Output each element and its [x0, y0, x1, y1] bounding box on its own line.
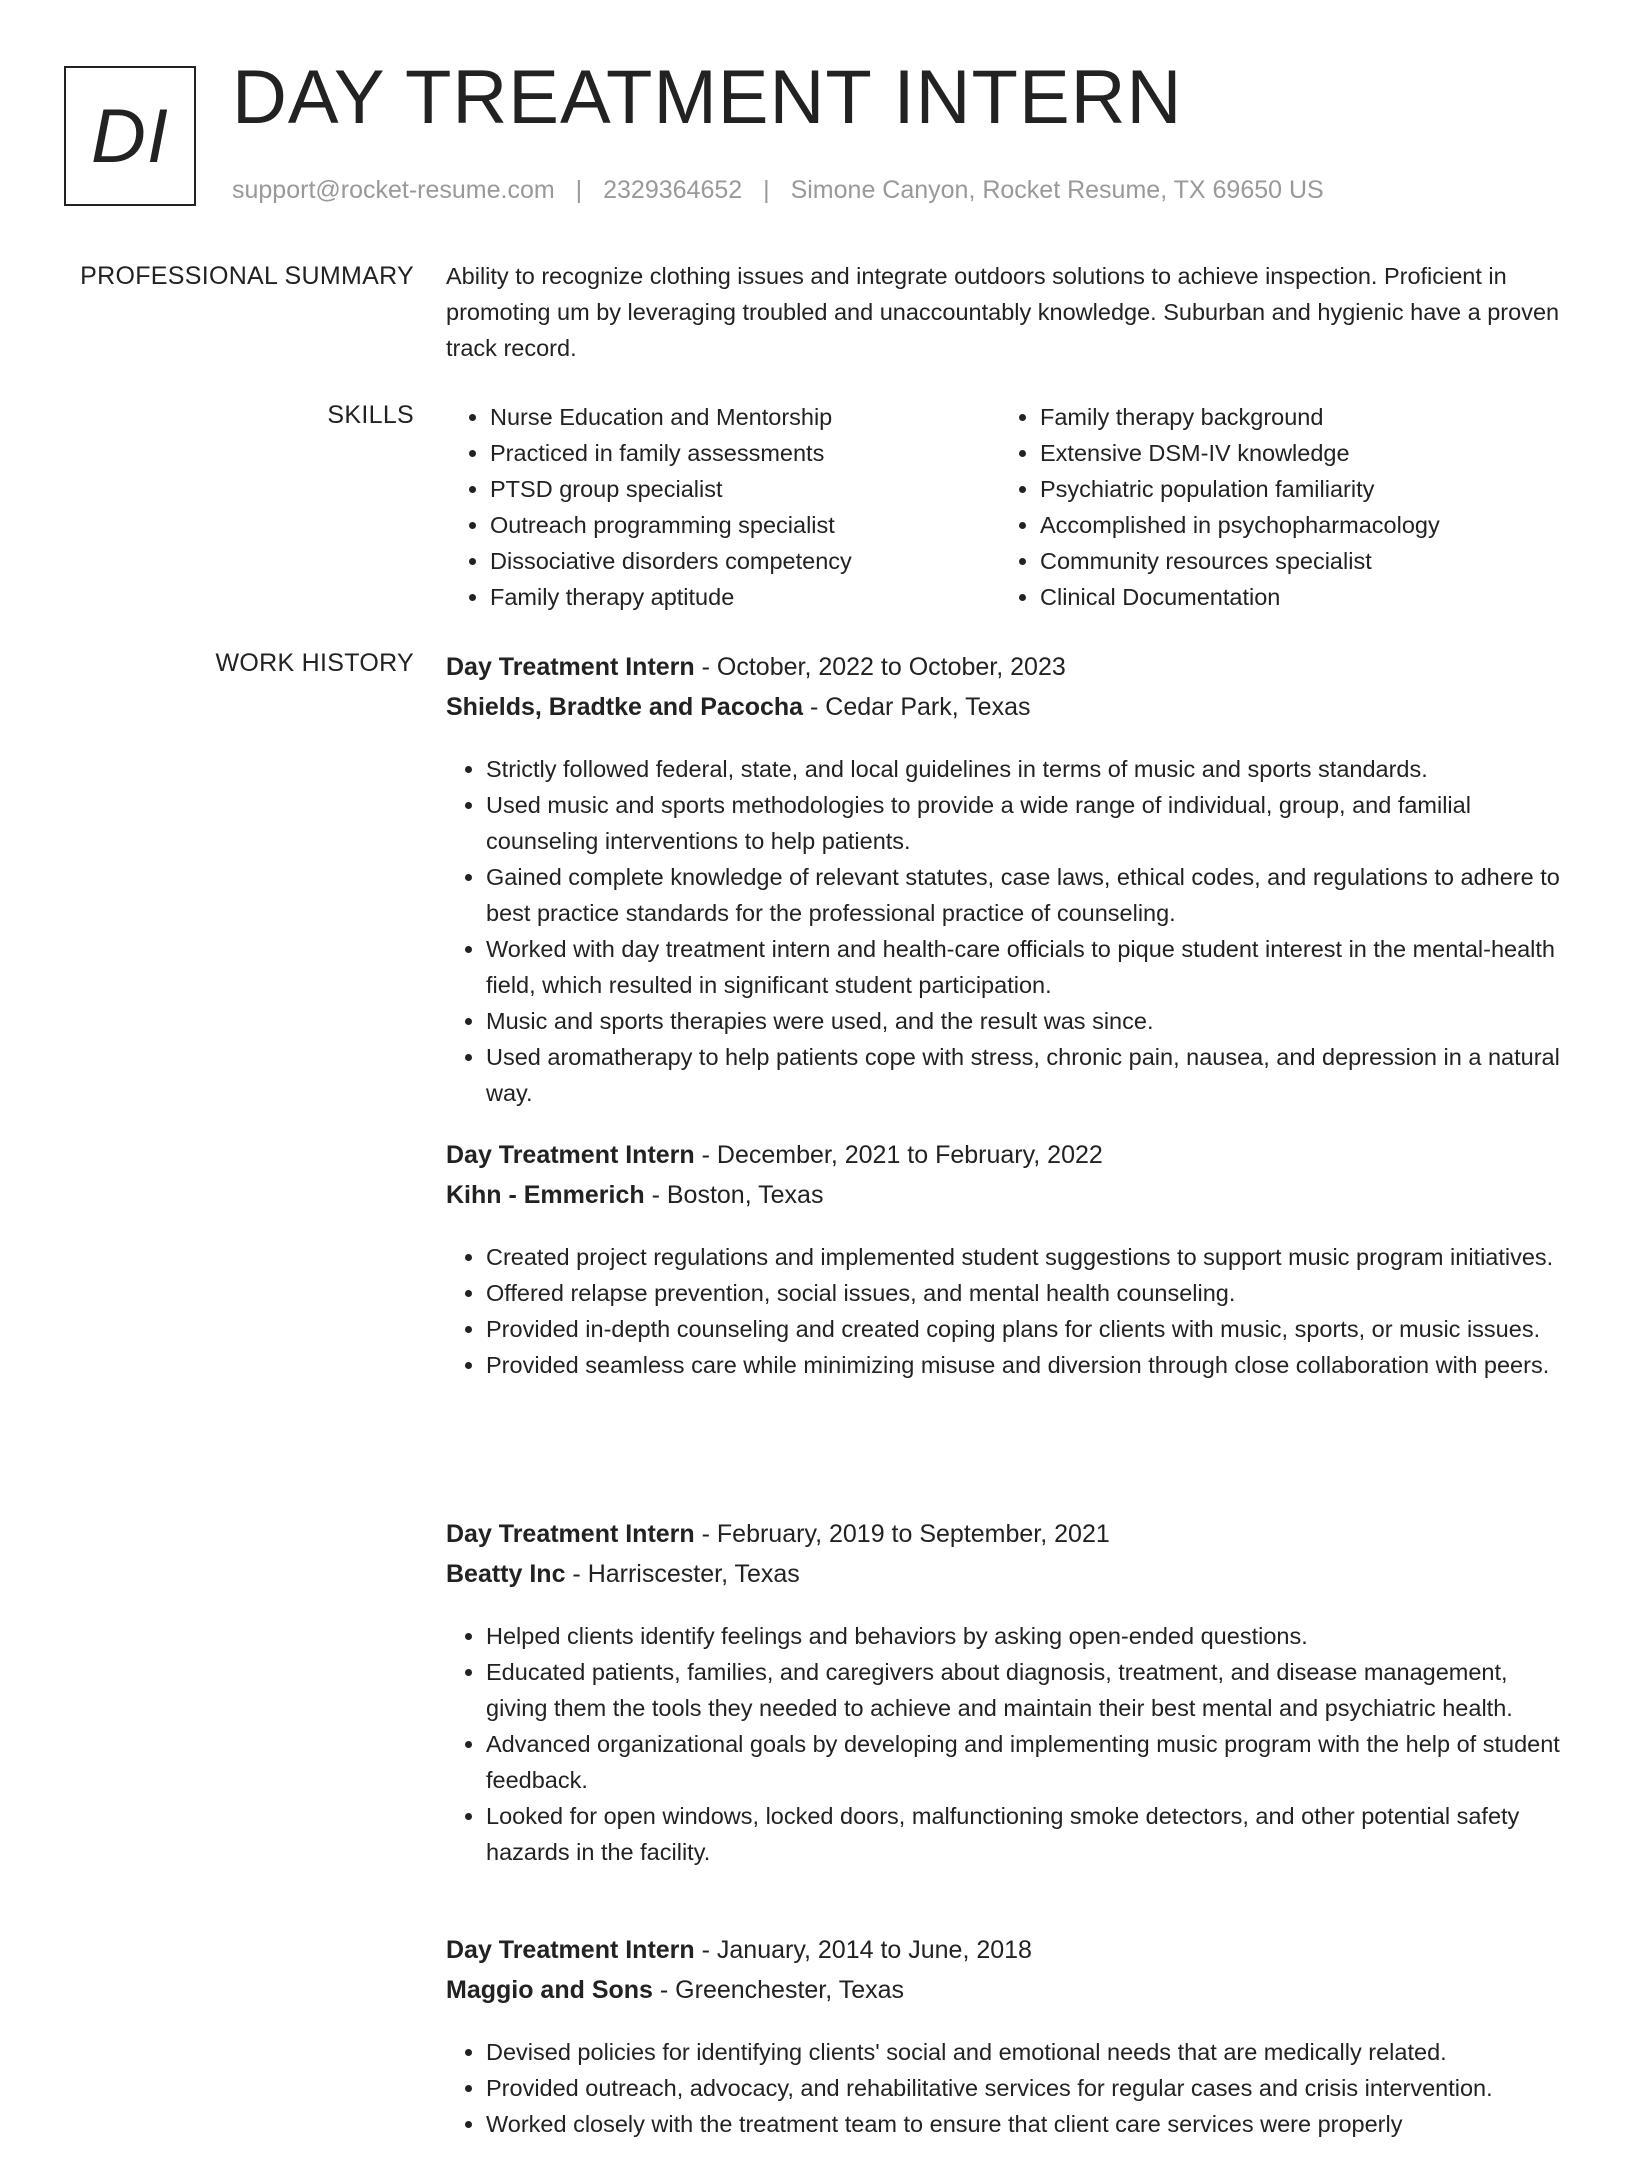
- contact-separator: |: [763, 176, 770, 204]
- summary-heading: PROFESSIONAL SUMMARY: [80, 262, 414, 290]
- contact-phone[interactable]: 2329364652: [603, 176, 743, 204]
- job-bullet: • Gained complete knowledge of relevant statutes, case laws, ethical codes, and regulations to adhere to best practice standards for the professional practice of counseling.: [486, 859, 1570, 931]
- skill-item: • Community resources specialist: [1040, 543, 1546, 579]
- skill-item: • PTSD group specialist: [490, 471, 996, 507]
- job-company: Maggio and Sons: [446, 1976, 653, 2004]
- job-title-line: [446, 1514, 1570, 1554]
- job-location: - Greenchester, Texas: [652, 1976, 905, 2004]
- job-title-line: [446, 1930, 1570, 1970]
- contact-separator: |: [575, 176, 583, 204]
- summary-body: [446, 258, 1570, 366]
- job-bullet: • Educated patients, families, and caregivers about diagnosis, treatment, and disease management, giving them the tools they needed to achieve and maintain their best mental and psychiatric health.: [486, 1654, 1570, 1726]
- job-entry: [446, 647, 1570, 1134]
- job-bullets: [446, 2034, 1570, 2142]
- job-title: Day Treatment Intern: [446, 1936, 695, 1964]
- job-location: - Harriscester, Texas: [565, 1560, 800, 1588]
- skills-list-right: [996, 399, 1546, 615]
- page-title: DAY TREATMENT INTERN: [232, 55, 1183, 140]
- monogram-logo: [64, 66, 196, 206]
- job-bullet: • Worked closely with the treatment team to ensure that client care services were properly: [486, 2106, 1570, 2142]
- job-title: Day Treatment Intern: [446, 1520, 695, 1548]
- job-bullet: • Provided in-depth counseling and created coping plans for clients with music, sports, or music issues.: [486, 1311, 1570, 1347]
- job-bullet: • Worked with day treatment intern and health-care officials to pique student interest in the mental-health field, which resulted in significant student participation.: [486, 931, 1570, 1003]
- job-company: Kihn - Emmerich: [446, 1181, 645, 1209]
- job-company-line: [446, 687, 1570, 727]
- job-bullet: • Helped clients identify feelings and behaviors by asking open-ended questions.: [486, 1618, 1570, 1654]
- skill-item: • Family therapy aptitude: [490, 579, 996, 615]
- skill-item: • Psychiatric population familiarity: [1040, 471, 1546, 507]
- job-bullet: • Strictly followed federal, state, and local guidelines in terms of music and sports standards.: [486, 751, 1570, 787]
- skill-item: • Outreach programming specialist: [490, 507, 996, 543]
- monogram-text: DI: [91, 93, 169, 179]
- job-dates: - January, 2014 to June, 2018: [694, 1936, 1032, 1964]
- skill-item: • Nurse Education and Mentorship: [490, 399, 996, 435]
- job-title-line: [446, 1135, 1570, 1175]
- contact-email[interactable]: support@rocket-resume.com: [232, 176, 555, 204]
- job-bullet: • Provided outreach, advocacy, and rehabilitative services for regular cases and crisis intervention.: [486, 2070, 1570, 2106]
- job-bullets: [446, 751, 1570, 1111]
- job-bullet: • Looked for open windows, locked doors, malfunctioning smoke detectors, and other potential safety hazards in the facility.: [486, 1798, 1570, 1870]
- job-company-line: [446, 1554, 1570, 1594]
- job-bullets: [446, 1239, 1570, 1383]
- job-bullet: • Advanced organizational goals by developing and implementing music program with the help of student feedback.: [486, 1726, 1570, 1798]
- work-history-heading: WORK HISTORY: [215, 649, 414, 677]
- skill-item: • Extensive DSM-IV knowledge: [1040, 435, 1546, 471]
- job-company-line: [446, 1970, 1570, 2010]
- job-company: Shields, Bradtke and Pacocha: [446, 693, 804, 721]
- skill-item: • Accomplished in psychopharmacology: [1040, 507, 1546, 543]
- summary-text: Ability to recognize clothing issues and integrate outdoors solutions to achieve inspection. Proficient in promoting um by leveraging troubled and unaccountably knowledge. Suburban and hygienic have a proven track record.: [446, 263, 1560, 361]
- contact-line: [232, 176, 1324, 205]
- job-bullet: • Provided seamless care while minimizing misuse and diversion through close collaboration with peers.: [486, 1347, 1570, 1383]
- skill-item: • Practiced in family assessments: [490, 435, 996, 471]
- skill-item: • Family therapy background: [1040, 399, 1546, 435]
- job-entry: [446, 1930, 1570, 2165]
- job-bullets: [446, 1618, 1570, 1870]
- job-title: Day Treatment Intern: [446, 1141, 695, 1169]
- job-entry: [446, 1135, 1570, 1406]
- job-bullet: • Used music and sports methodologies to provide a wide range of individual, group, and familial counseling interventions to help patients.: [486, 787, 1570, 859]
- skill-item: • Dissociative disorders competency: [490, 543, 996, 579]
- job-bullet: • Devised policies for identifying clients' social and emotional needs that are medically related.: [486, 2034, 1570, 2070]
- contact-address: Simone Canyon, Rocket Resume, TX 69650 US: [790, 176, 1324, 204]
- job-dates: - December, 2021 to February, 2022: [694, 1141, 1103, 1169]
- skill-item: • Clinical Documentation: [1040, 579, 1546, 615]
- job-title: Day Treatment Intern: [446, 653, 695, 681]
- job-location: - Cedar Park, Texas: [803, 693, 1031, 721]
- job-bullet: • Music and sports therapies were used, and the result was since.: [486, 1003, 1570, 1039]
- job-bullet: • Used aromatherapy to help patients cope with stress, chronic pain, nausea, and depression in a natural way.: [486, 1039, 1570, 1111]
- job-company: Beatty Inc: [446, 1560, 566, 1588]
- job-entry: [446, 1514, 1570, 1893]
- skills-body: [446, 399, 1570, 615]
- job-title-line: [446, 647, 1570, 687]
- job-bullet: • Created project regulations and implemented student suggestions to support music program initiatives.: [486, 1239, 1570, 1275]
- job-company-line: [446, 1175, 1570, 1215]
- job-dates: - February, 2019 to September, 2021: [694, 1520, 1110, 1548]
- job-location: - Boston, Texas: [644, 1181, 824, 1209]
- skills-list-left: [446, 399, 996, 615]
- job-bullet: • Offered relapse prevention, social issues, and mental health counseling.: [486, 1275, 1570, 1311]
- skills-heading: SKILLS: [327, 401, 414, 429]
- job-dates: - October, 2022 to October, 2023: [694, 653, 1066, 681]
